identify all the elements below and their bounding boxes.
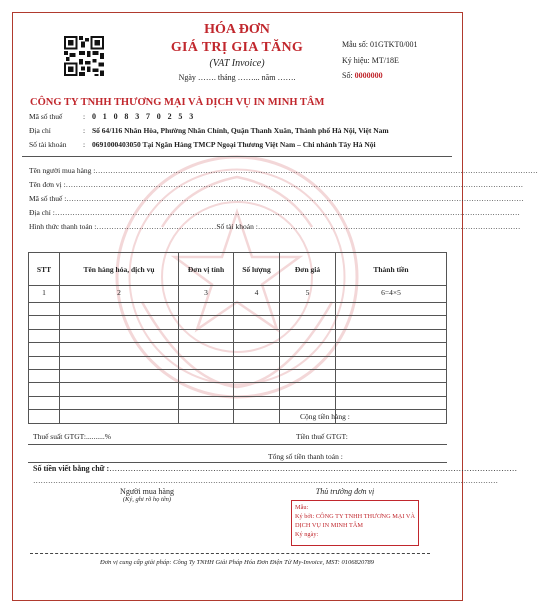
invoice-english-title: (VAT Invoice): [209, 58, 265, 69]
table-row[interactable]: [29, 316, 447, 329]
col-stt: STT: [29, 253, 60, 286]
invoice-date-line: Ngày ……. tháng ……... năm …….: [178, 73, 296, 82]
col-amount: Thành tiền: [336, 253, 447, 286]
buyer-account-label: Số tài khoản :: [216, 222, 258, 231]
seller-address-label: Địa chỉ: [29, 126, 51, 135]
buyer-tax-label: Mã số thuế :: [29, 194, 67, 203]
stamp-signed-by: Ký bởi: CÔNG TY TNHH THƯƠNG MẠI VÀ DỊCH VỤ IN MINH TÂM: [295, 513, 415, 529]
buyer-payment-label: Hình thức thanh toán :: [29, 222, 97, 231]
subtotal-divider: [28, 423, 447, 424]
table-row[interactable]: [29, 356, 447, 369]
table-row[interactable]: [29, 396, 447, 409]
invoice-title: HÓA ĐƠN: [204, 22, 270, 37]
table-index-row: [29, 286, 447, 303]
digital-signature-stamp: [291, 500, 419, 546]
table-row[interactable]: [29, 369, 447, 382]
buyer-signature-note: (Ký, ghi rõ họ tên): [122, 496, 172, 503]
vat-rate-label: Thuế suất GTGT:..........%: [33, 432, 111, 441]
buyer-name-label: Tên người mua hàng :: [29, 166, 96, 175]
table-cell: 4: [234, 286, 280, 303]
form-number: Mẫu số: 01GTKT0/001: [342, 40, 418, 49]
amount-in-words-label: Số tiền viết bằng chữ :: [33, 464, 110, 473]
total-label: Tổng số tiền thanh toán :: [268, 452, 343, 461]
seller-tax-label: Mã số thuế: [29, 112, 63, 121]
seller-account-value: 0691000403050 Tại Ngân Hàng TMCP Ngoại Thương Việt Nam – Chi nhánh Tây Hà Nội: [92, 140, 376, 149]
total-divider: [28, 462, 447, 463]
table-cell: 3: [179, 286, 234, 303]
invoice-number-value: 0000000: [354, 71, 383, 80]
buyer-unit-row[interactable]: Tên đơn vị :…………………………………………………………………………………………………………………………………………………………………: [29, 180, 524, 189]
subtotal-label: Cộng tiền hàng :: [300, 412, 350, 421]
buyer-tax-row[interactable]: Mã số thuế :…………………………………………………………………………………………………………………………………………………………………: [29, 194, 524, 203]
section-divider: [22, 156, 452, 157]
amount-in-words-row[interactable]: Số tiền viết bằng chữ :………………………………………………………………………………………………………………………………………: [33, 464, 518, 473]
provider-footer: Đơn vị cung cấp giải pháp: Công Ty TNHH Giải Pháp Hóa Đơn Điện Tử My-Invoice, MST: 0106820789: [100, 559, 374, 566]
stamp-signed-date: Ký ngày:: [295, 531, 319, 538]
buyer-signature-title: Người mua hàng: [120, 487, 174, 496]
items-table: [28, 252, 447, 424]
invoice-subtitle: GIÁ TRỊ GIA TĂNG: [170, 40, 304, 55]
table-row[interactable]: [29, 383, 447, 396]
seller-company-name: CÔNG TY TNHH THƯƠNG MẠI VÀ DỊCH VỤ IN MINH TÂM: [30, 97, 325, 108]
table-cell: 2: [60, 286, 179, 303]
items-header-row: [29, 253, 447, 286]
seller-tax-colon: :: [83, 112, 86, 121]
invoice-symbol: Ký hiệu: MT/18E: [342, 56, 399, 65]
col-item-name: Tên hàng hóa, dịch vụ: [60, 253, 179, 286]
invoice-number: [342, 71, 383, 80]
seller-address-colon: :: [83, 126, 86, 135]
col-unit-price: Đơn giá: [280, 253, 336, 286]
table-row[interactable]: [29, 303, 447, 316]
buyer-unit-label: Tên đơn vị :: [29, 180, 66, 189]
table-row[interactable]: [29, 410, 447, 423]
table-row[interactable]: [29, 329, 447, 342]
seller-account-colon: :: [83, 140, 86, 149]
seller-address-row: [29, 126, 389, 135]
seller-address-value: Số 64/116 Nhân Hòa, Phường Nhân Chính, Quận Thanh Xuân, Thành phố Hà Nội, Việt Nam: [92, 126, 389, 135]
vat-amount-label: Tiền thuế GTGT:: [296, 432, 348, 441]
col-quantity: Số lượng: [234, 253, 280, 286]
col-unit: Đơn vị tính: [179, 253, 234, 286]
vat-divider: [28, 444, 447, 445]
buyer-name-row[interactable]: Tên người mua hàng :……………………………………………………………………………………………………………………………………………………………: [29, 166, 538, 175]
amount-in-words-line2[interactable]: ……………………………………………………………………………………………………………………………………………………………………: [33, 476, 498, 485]
buyer-signature-block: [107, 487, 187, 503]
stamp-form-line: Mẫu:: [295, 504, 309, 511]
buyer-payment-row[interactable]: Hình thức thanh toán :…………………………………………Số tài khoản :……………………………………………………………………………………………: [29, 222, 521, 231]
buyer-address-label: Địa chỉ :: [29, 208, 55, 217]
table-cell: 5: [280, 286, 336, 303]
seller-signature-title: Thủ trưởng đơn vị: [315, 487, 375, 496]
table-cell: 6=4×5: [336, 286, 447, 303]
seller-account-row: [29, 140, 376, 149]
buyer-address-row[interactable]: Địa chỉ :……………………………………………………………………………………………………………………………………………………………………: [29, 208, 520, 217]
seller-tax-value: 0 1 0 8 3 7 0 2 5 3: [92, 112, 196, 121]
invoice-number-label: Số:: [342, 71, 353, 80]
table-row[interactable]: [29, 343, 447, 356]
footer-divider: [30, 553, 430, 554]
table-cell: 1: [29, 286, 60, 303]
seller-tax-row: [29, 112, 196, 121]
seller-account-label: Số tài khoản: [29, 140, 67, 149]
